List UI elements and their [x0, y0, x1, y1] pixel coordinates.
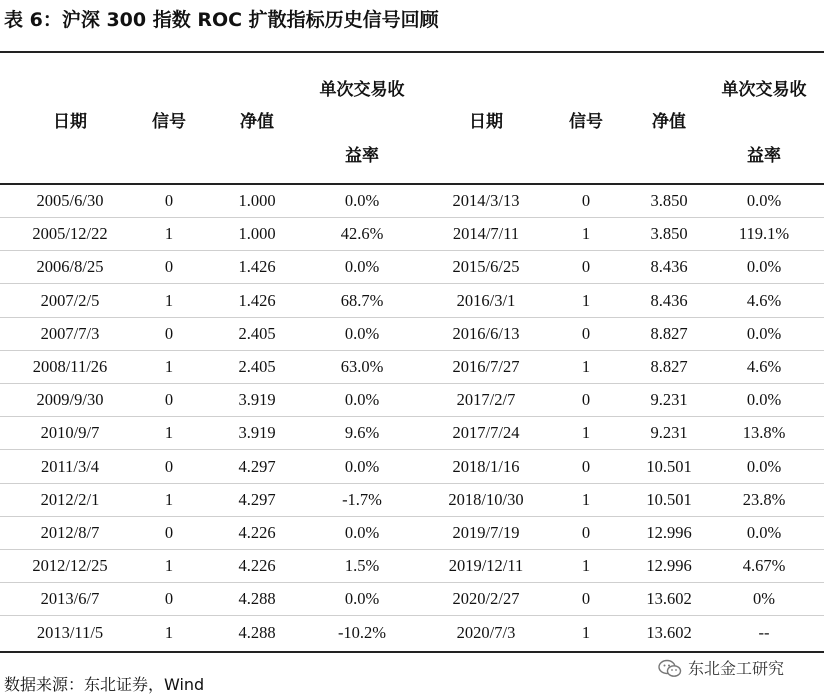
cell-nav-right: 12.996	[646, 556, 692, 576]
cell-nav-left: 3.919	[238, 423, 276, 443]
cell-nav-right: 10.501	[646, 489, 692, 509]
cell-nav-left: 2.405	[238, 323, 276, 343]
cell-nav-right: 9.231	[650, 390, 688, 410]
cell-return-left: 68.7%	[340, 290, 384, 310]
cell-signal-right: 1	[581, 357, 591, 376]
cell-date-left: 2008/11/26	[32, 357, 108, 376]
table-row	[0, 617, 824, 649]
cell-nav-right: 8.436	[650, 290, 688, 310]
cell-nav-right: 8.827	[650, 357, 688, 376]
cell-date-right: 2018/1/16	[452, 456, 520, 476]
table-row	[0, 251, 824, 284]
table-row	[0, 417, 824, 450]
cell-return-right: 0.0%	[746, 191, 782, 210]
header-return-left-line2: 益率	[345, 146, 379, 166]
table-row	[0, 185, 824, 218]
bottom-rule	[0, 651, 824, 653]
cell-signal-left: 0	[164, 589, 174, 609]
cell-nav-left: 1.000	[238, 224, 276, 244]
cell-signal-left: 1	[164, 423, 174, 443]
cell-signal-left: 1	[164, 556, 174, 576]
cell-date-right: 2020/2/27	[452, 589, 520, 609]
cell-date-left: 2012/8/7	[40, 523, 100, 542]
cell-signal-left: 0	[164, 257, 174, 277]
cell-return-right: --	[758, 622, 770, 642]
header-date-left: 日期	[53, 112, 87, 132]
cell-nav-left: 2.405	[238, 357, 276, 376]
cell-nav-left: 1.426	[238, 257, 276, 277]
cell-nav-left: 1.000	[238, 191, 276, 210]
cell-nav-right: 12.996	[646, 523, 692, 542]
cell-nav-left: 4.288	[238, 622, 276, 642]
cell-return-right: 4.6%	[746, 357, 782, 376]
cell-signal-left: 1	[164, 357, 174, 376]
cell-return-left: 63.0%	[340, 357, 384, 376]
cell-date-right: 2017/7/24	[452, 423, 520, 443]
cell-return-left: 0.0%	[344, 456, 380, 476]
cell-date-right: 2020/7/3	[456, 622, 516, 642]
table-row	[0, 550, 824, 583]
cell-nav-left: 4.297	[238, 456, 276, 476]
cell-return-right: 0.0%	[746, 456, 782, 476]
cell-return-left: -10.2%	[337, 622, 387, 642]
cell-nav-right: 3.850	[650, 191, 688, 210]
cell-date-right: 2015/6/25	[452, 257, 520, 277]
cell-signal-left: 0	[164, 191, 174, 210]
table-row	[0, 351, 824, 384]
cell-date-right: 2016/6/13	[452, 323, 520, 343]
cell-date-right: 2019/12/11	[448, 556, 524, 576]
header-nav-left: 净值	[240, 112, 274, 132]
header-return-right-line2: 益率	[747, 146, 781, 166]
cell-return-left: -1.7%	[342, 489, 382, 509]
table-row	[0, 484, 824, 517]
cell-signal-right: 0	[581, 257, 591, 277]
cell-signal-right: 1	[581, 224, 591, 244]
cell-return-right: 0.0%	[746, 323, 782, 343]
table-row	[0, 384, 824, 417]
cell-nav-right: 13.602	[646, 589, 692, 609]
cell-return-right: 23.8%	[742, 489, 786, 509]
table-row	[0, 517, 824, 550]
cell-nav-right: 10.501	[646, 456, 692, 476]
cell-return-right: 0.0%	[746, 390, 782, 410]
cell-signal-left: 1	[164, 489, 174, 509]
header-nav-right: 净值	[652, 112, 686, 132]
cell-date-left: 2012/12/25	[32, 556, 108, 576]
cell-signal-right: 0	[581, 191, 591, 210]
cell-return-right: 13.8%	[742, 423, 786, 443]
cell-nav-right: 8.827	[650, 323, 688, 343]
cell-signal-right: 0	[581, 390, 591, 410]
cell-signal-right: 1	[581, 556, 591, 576]
cell-date-left: 2013/6/7	[40, 589, 100, 609]
header-return-right-line1: 单次交易收	[721, 80, 807, 100]
cell-date-right: 2014/7/11	[452, 224, 520, 244]
cell-return-left: 9.6%	[344, 423, 380, 443]
cell-signal-left: 1	[164, 622, 174, 642]
cell-return-left: 0.0%	[344, 191, 380, 210]
cell-date-right: 2016/7/27	[452, 357, 520, 376]
cell-date-left: 2013/11/5	[36, 622, 104, 642]
watermark	[658, 656, 784, 682]
cell-signal-left: 0	[164, 390, 174, 410]
cell-date-right: 2016/3/1	[456, 290, 516, 310]
table-row	[0, 285, 824, 318]
cell-date-right: 2018/10/30	[448, 489, 524, 509]
wechat-icon	[658, 659, 682, 679]
table-title: 表 6：沪深 300 指数 ROC 扩散指标历史信号回顾	[4, 9, 439, 31]
cell-signal-right: 0	[581, 589, 591, 609]
data-source: 数据来源：东北证券，Wind	[4, 675, 205, 694]
table-row	[0, 451, 824, 484]
cell-date-left: 2012/2/1	[40, 489, 100, 509]
cell-return-left: 0.0%	[344, 589, 380, 609]
cell-date-right: 2014/3/13	[452, 191, 520, 210]
cell-signal-right: 1	[581, 622, 591, 642]
cell-return-left: 0.0%	[344, 257, 380, 277]
cell-return-right: 4.6%	[746, 290, 782, 310]
cell-signal-left: 0	[164, 323, 174, 343]
header-date-right: 日期	[469, 112, 503, 132]
header-return-left-line1: 单次交易收	[319, 80, 405, 100]
top-rule	[0, 51, 824, 53]
cell-nav-left: 4.226	[238, 523, 276, 542]
cell-return-right: 119.1%	[738, 224, 790, 244]
cell-signal-left: 1	[164, 224, 174, 244]
cell-return-right: 0.0%	[746, 523, 782, 542]
cell-signal-right: 0	[581, 456, 591, 476]
cell-nav-left: 4.288	[238, 589, 276, 609]
cell-signal-left: 0	[164, 523, 174, 542]
cell-signal-right: 1	[581, 423, 591, 443]
cell-date-right: 2017/2/7	[456, 390, 516, 410]
table-row	[0, 583, 824, 616]
cell-signal-left: 1	[164, 290, 174, 310]
cell-date-left: 2009/9/30	[36, 390, 104, 410]
cell-nav-right: 3.850	[650, 224, 688, 244]
cell-date-left: 2007/2/5	[40, 290, 100, 310]
cell-signal-left: 0	[164, 456, 174, 476]
cell-return-left: 42.6%	[340, 224, 384, 244]
cell-nav-right: 9.231	[650, 423, 688, 443]
cell-nav-left: 3.919	[238, 390, 276, 410]
header-signal-left: 信号	[152, 112, 186, 132]
cell-date-left: 2005/12/22	[32, 224, 108, 244]
watermark-text: 东北金工研究	[688, 659, 785, 678]
cell-nav-left: 4.297	[238, 489, 276, 509]
cell-return-right: 4.67%	[742, 556, 786, 576]
cell-signal-right: 1	[581, 489, 591, 509]
cell-return-right: 0%	[753, 589, 775, 609]
cell-date-left: 2007/7/3	[40, 323, 100, 343]
cell-nav-left: 1.426	[238, 290, 276, 310]
table-row	[0, 318, 824, 351]
cell-return-right: 0.0%	[746, 257, 782, 277]
cell-signal-right: 0	[581, 523, 591, 542]
cell-return-left: 0.0%	[344, 523, 380, 542]
cell-return-left: 0.0%	[344, 323, 380, 343]
cell-date-left: 2011/3/4	[40, 456, 100, 476]
cell-date-right: 2019/7/19	[452, 523, 520, 542]
cell-nav-right: 13.602	[646, 622, 692, 642]
cell-date-left: 2005/6/30	[36, 191, 104, 210]
cell-nav-left: 4.226	[238, 556, 276, 576]
header-signal-right: 信号	[569, 112, 603, 132]
table-row	[0, 218, 824, 251]
cell-signal-right: 1	[581, 290, 591, 310]
cell-return-left: 1.5%	[344, 556, 380, 576]
cell-date-left: 2006/8/25	[36, 257, 104, 277]
cell-return-left: 0.0%	[344, 390, 380, 410]
cell-signal-right: 0	[581, 323, 591, 343]
cell-date-left: 2010/9/7	[40, 423, 100, 443]
cell-nav-right: 8.436	[650, 257, 688, 277]
